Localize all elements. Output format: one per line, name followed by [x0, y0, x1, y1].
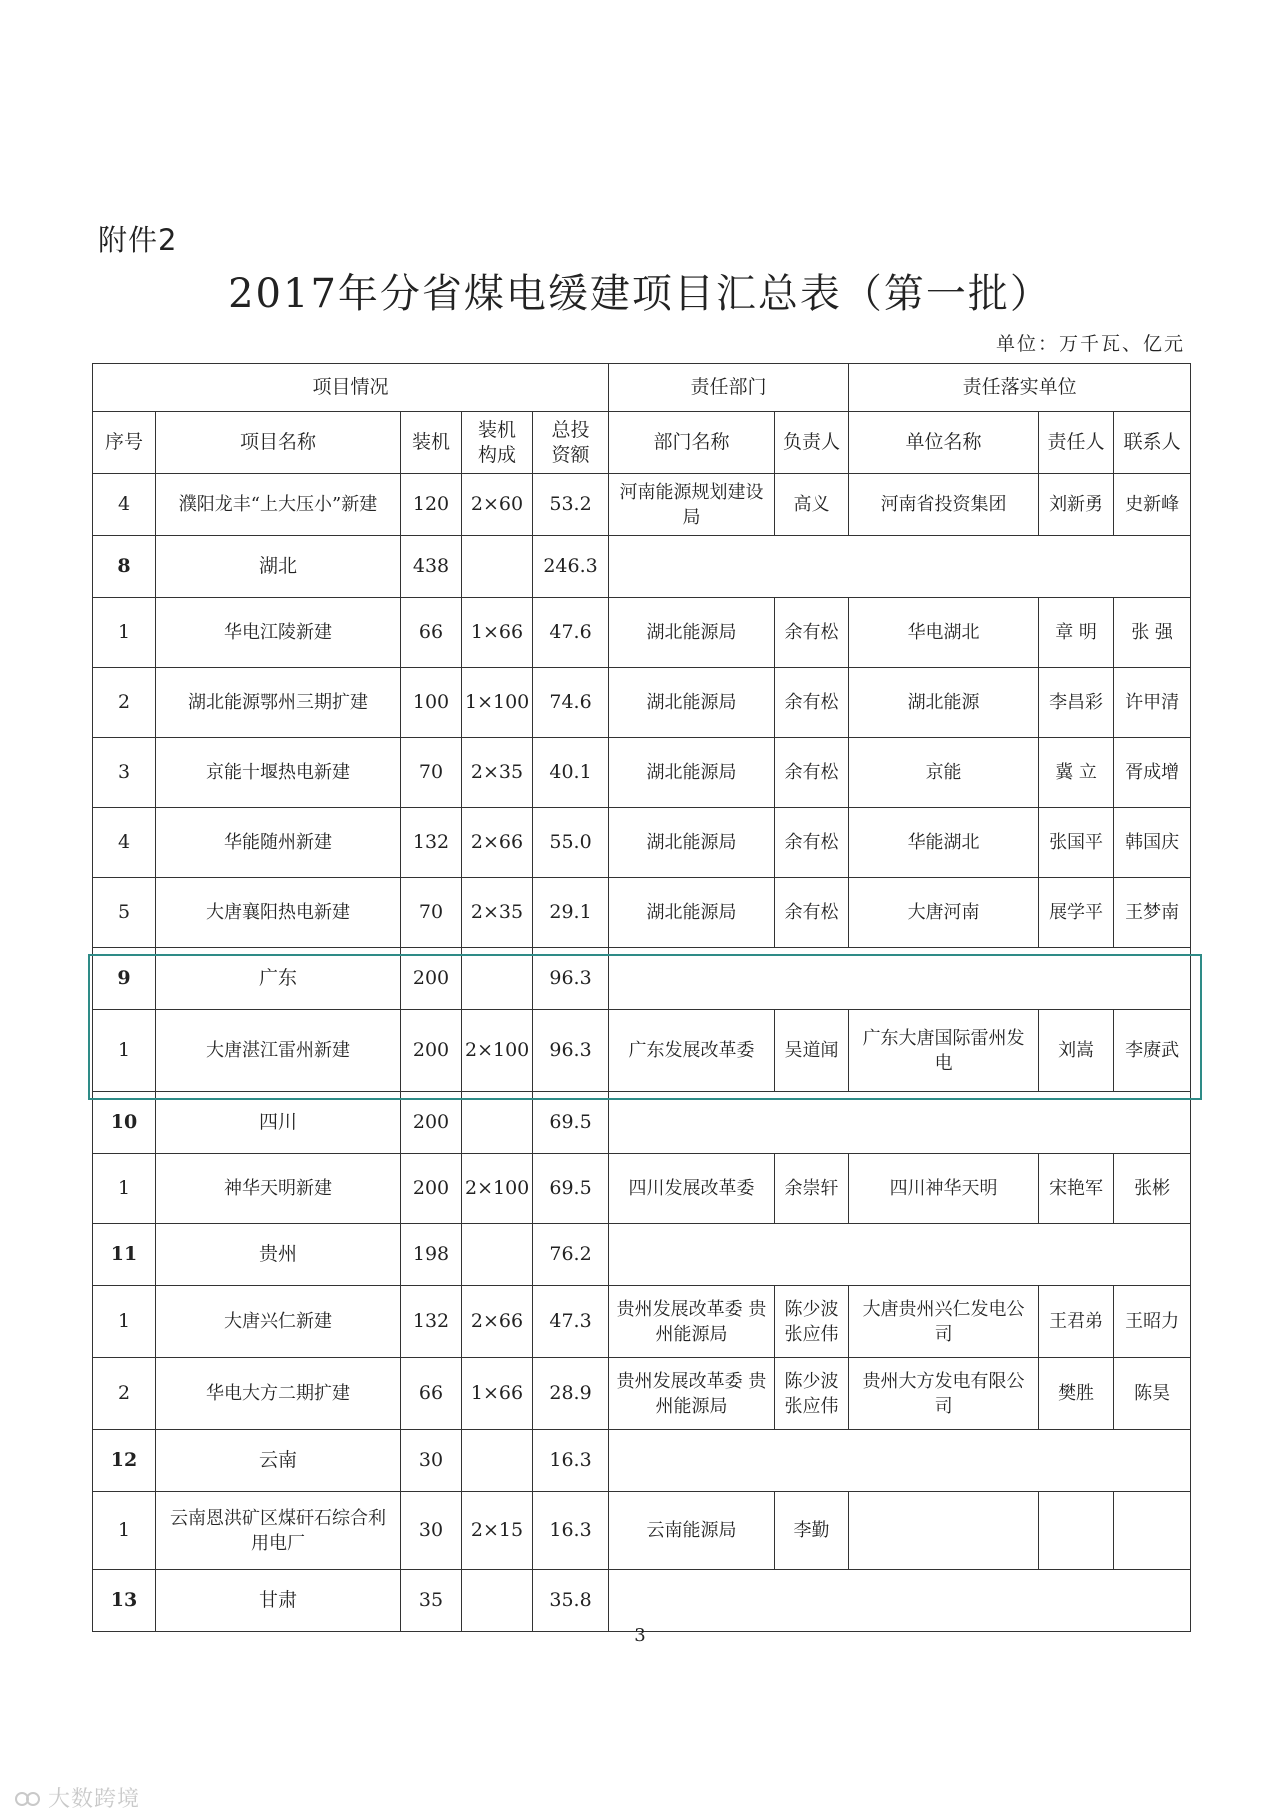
row-dept-name: 湖北能源局: [609, 738, 775, 808]
row-config: 2×60: [462, 474, 533, 536]
row-unit-head: 刘嵩: [1039, 1010, 1114, 1092]
row-unit-head: 章 明: [1039, 598, 1114, 668]
row-project-name: 湖北能源鄂州三期扩建: [156, 668, 401, 738]
row-dept-name: 湖北能源局: [609, 878, 775, 948]
row-dept-name: 湖北能源局: [609, 808, 775, 878]
row-dept-head: 余有松: [775, 878, 849, 948]
row-unit-name: 华电湖北: [849, 598, 1039, 668]
row-unit-name: 华能湖北: [849, 808, 1039, 878]
table-column-header-row: [93, 412, 1191, 474]
row-province-name: 贵州: [156, 1224, 401, 1286]
row-dept-head: 余有松: [775, 668, 849, 738]
group-header-implementing-unit: 责任落实单位: [849, 364, 1191, 412]
row-config: 1×66: [462, 598, 533, 668]
row-dept-head: 李勤: [775, 1492, 849, 1570]
province-row: [93, 536, 1191, 598]
row-seq: 11: [93, 1224, 156, 1286]
row-unit-name: 湖北能源: [849, 668, 1039, 738]
row-seq: 10: [93, 1092, 156, 1154]
row-investment: 69.5: [533, 1154, 609, 1224]
project-row: [93, 1154, 1191, 1224]
row-seq: 8: [93, 536, 156, 598]
row-config: [462, 1430, 533, 1492]
row-capacity: 200: [401, 1010, 462, 1092]
row-dept-head: 吴道闻: [775, 1010, 849, 1092]
row-config: [462, 1092, 533, 1154]
row-dept-head: 余有松: [775, 738, 849, 808]
row-investment: 74.6: [533, 668, 609, 738]
row-capacity: 200: [401, 1154, 462, 1224]
row-capacity: 100: [401, 668, 462, 738]
province-row: [93, 1570, 1191, 1632]
row-seq: 1: [93, 1010, 156, 1092]
row-capacity: 132: [401, 808, 462, 878]
row-dept-name: 湖北能源局: [609, 598, 775, 668]
row-unit-name: 贵州大方发电有限公司: [849, 1358, 1039, 1430]
project-row: [93, 738, 1191, 808]
row-seq: 9: [93, 948, 156, 1010]
row-seq: 4: [93, 808, 156, 878]
column-header-project-name: 项目名称: [156, 412, 401, 474]
province-row: [93, 1092, 1191, 1154]
row-seq: 1: [93, 598, 156, 668]
row-blank: [609, 948, 1191, 1010]
row-capacity: 438: [401, 536, 462, 598]
row-capacity: 132: [401, 1286, 462, 1358]
row-province-name: 四川: [156, 1092, 401, 1154]
row-unit-head: 樊胜: [1039, 1358, 1114, 1430]
row-province-name: 云南: [156, 1430, 401, 1492]
row-project-name: 大唐湛江雷州新建: [156, 1010, 401, 1092]
row-contact: [1114, 1492, 1191, 1570]
column-header-investment: 总投资额: [533, 412, 609, 474]
row-seq: 2: [93, 1358, 156, 1430]
row-investment: 76.2: [533, 1224, 609, 1286]
project-row: [93, 1286, 1191, 1358]
summary-table: [92, 363, 1191, 1632]
row-config: 2×100: [462, 1154, 533, 1224]
row-seq: 4: [93, 474, 156, 536]
row-dept-name: 贵州发展改革委 贵州能源局: [609, 1286, 775, 1358]
row-seq: 2: [93, 668, 156, 738]
row-config: [462, 1224, 533, 1286]
row-capacity: 66: [401, 1358, 462, 1430]
row-capacity: 66: [401, 598, 462, 668]
row-config: 2×35: [462, 878, 533, 948]
row-blank: [609, 536, 1191, 598]
row-unit-name: 广东大唐国际雷州发电: [849, 1010, 1039, 1092]
row-seq: 5: [93, 878, 156, 948]
column-header-config: 装机构成: [462, 412, 533, 474]
row-seq: 1: [93, 1286, 156, 1358]
row-contact: 张彬: [1114, 1154, 1191, 1224]
row-unit-name: [849, 1492, 1039, 1570]
row-config: [462, 536, 533, 598]
row-unit-head: [1039, 1492, 1114, 1570]
row-seq: 3: [93, 738, 156, 808]
row-investment: 55.0: [533, 808, 609, 878]
row-project-name: 大唐兴仁新建: [156, 1286, 401, 1358]
column-header-unit-name: 单位名称: [849, 412, 1039, 474]
column-header-dept-name: 部门名称: [609, 412, 775, 474]
row-investment: 246.3: [533, 536, 609, 598]
row-config: [462, 1570, 533, 1632]
row-capacity: 200: [401, 1092, 462, 1154]
row-dept-head: 余有松: [775, 808, 849, 878]
row-project-name: 华能随州新建: [156, 808, 401, 878]
column-header-seq: 序号: [93, 412, 156, 474]
row-province-name: 甘肃: [156, 1570, 401, 1632]
row-capacity: 70: [401, 738, 462, 808]
table-group-header-row: [93, 364, 1191, 412]
row-project-name: 濮阳龙丰“上大压小”新建: [156, 474, 401, 536]
province-row: [93, 948, 1191, 1010]
project-row: [93, 1358, 1191, 1430]
unit-note: 单位：万千瓦、亿元: [995, 333, 1185, 355]
row-contact: 韩国庆: [1114, 808, 1191, 878]
watermark-logo-icon: [14, 1789, 42, 1809]
row-seq: 1: [93, 1492, 156, 1570]
row-blank: [609, 1570, 1191, 1632]
row-investment: 96.3: [533, 1010, 609, 1092]
row-unit-name: 大唐河南: [849, 878, 1039, 948]
row-config: 2×15: [462, 1492, 533, 1570]
row-unit-head: 王君弟: [1039, 1286, 1114, 1358]
attachment-label: 附件2: [98, 223, 178, 257]
row-unit-name: 大唐贵州兴仁发电公司: [849, 1286, 1039, 1358]
row-unit-name: 四川神华天明: [849, 1154, 1039, 1224]
row-contact: 许甲清: [1114, 668, 1191, 738]
row-project-name: 神华天明新建: [156, 1154, 401, 1224]
group-header-responsible-dept: 责任部门: [609, 364, 849, 412]
row-blank: [609, 1430, 1191, 1492]
row-project-name: 华电大方二期扩建: [156, 1358, 401, 1430]
row-dept-head: 高义: [775, 474, 849, 536]
row-project-name: 云南恩洪矿区煤矸石综合利用电厂: [156, 1492, 401, 1570]
row-investment: 35.8: [533, 1570, 609, 1632]
project-row: [93, 474, 1191, 536]
project-row: [93, 808, 1191, 878]
column-header-contact: 联系人: [1114, 412, 1191, 474]
row-dept-head: 余有松: [775, 598, 849, 668]
row-unit-name: 京能: [849, 738, 1039, 808]
row-dept-name: 湖北能源局: [609, 668, 775, 738]
row-seq: 12: [93, 1430, 156, 1492]
row-dept-head: 陈少波 张应伟: [775, 1358, 849, 1430]
row-investment: 28.9: [533, 1358, 609, 1430]
row-dept-name: 云南能源局: [609, 1492, 775, 1570]
row-investment: 16.3: [533, 1430, 609, 1492]
row-config: [462, 948, 533, 1010]
row-unit-head: 张国平: [1039, 808, 1114, 878]
row-project-name: 华电江陵新建: [156, 598, 401, 668]
row-config: 1×66: [462, 1358, 533, 1430]
row-blank: [609, 1092, 1191, 1154]
row-capacity: 70: [401, 878, 462, 948]
row-capacity: 198: [401, 1224, 462, 1286]
row-dept-head: 余崇轩: [775, 1154, 849, 1224]
page-title: 2017年分省煤电缓建项目汇总表（第一批）: [228, 271, 1052, 317]
row-unit-head: 冀 立: [1039, 738, 1114, 808]
row-unit-head: 李昌彩: [1039, 668, 1114, 738]
row-investment: 96.3: [533, 948, 609, 1010]
row-investment: 53.2: [533, 474, 609, 536]
row-contact: 史新峰: [1114, 474, 1191, 536]
row-contact: 王昭力: [1114, 1286, 1191, 1358]
row-project-name: 京能十堰热电新建: [156, 738, 401, 808]
row-investment: 47.3: [533, 1286, 609, 1358]
project-row: [93, 598, 1191, 668]
row-seq: 1: [93, 1154, 156, 1224]
group-header-project-info: 项目情况: [93, 364, 609, 412]
row-capacity: 30: [401, 1492, 462, 1570]
row-seq: 13: [93, 1570, 156, 1632]
province-row: [93, 1430, 1191, 1492]
row-contact: 胥成增: [1114, 738, 1191, 808]
row-dept-name: 河南能源规划建设局: [609, 474, 775, 536]
row-unit-head: 展学平: [1039, 878, 1114, 948]
row-dept-head: 陈少波 张应伟: [775, 1286, 849, 1358]
row-project-name: 大唐襄阳热电新建: [156, 878, 401, 948]
column-header-unit-head: 责任人: [1039, 412, 1114, 474]
row-unit-head: 宋艳军: [1039, 1154, 1114, 1224]
row-unit-name: 河南省投资集团: [849, 474, 1039, 536]
row-contact: 张 强: [1114, 598, 1191, 668]
row-contact: 李赓武: [1114, 1010, 1191, 1092]
row-unit-head: 刘新勇: [1039, 474, 1114, 536]
row-dept-name: 四川发展改革委: [609, 1154, 775, 1224]
row-config: 2×100: [462, 1010, 533, 1092]
row-investment: 16.3: [533, 1492, 609, 1570]
row-capacity: 120: [401, 474, 462, 536]
watermark-text: 大数跨境: [48, 1787, 141, 1812]
row-config: 2×66: [462, 808, 533, 878]
row-capacity: 200: [401, 948, 462, 1010]
row-capacity: 30: [401, 1430, 462, 1492]
province-row: [93, 1224, 1191, 1286]
row-config: 2×66: [462, 1286, 533, 1358]
row-capacity: 35: [401, 1570, 462, 1632]
row-dept-name: 广东发展改革委: [609, 1010, 775, 1092]
row-investment: 69.5: [533, 1092, 609, 1154]
row-contact: 王梦南: [1114, 878, 1191, 948]
row-province-name: 湖北: [156, 536, 401, 598]
row-investment: 47.6: [533, 598, 609, 668]
column-header-capacity: 装机: [401, 412, 462, 474]
row-config: 2×35: [462, 738, 533, 808]
row-config: 1×100: [462, 668, 533, 738]
page-number: 3: [634, 1625, 646, 1646]
project-row: [93, 1010, 1191, 1092]
row-dept-name: 贵州发展改革委 贵州能源局: [609, 1358, 775, 1430]
project-row: [93, 668, 1191, 738]
row-province-name: 广东: [156, 948, 401, 1010]
column-header-dept-head: 负责人: [775, 412, 849, 474]
project-row: [93, 1492, 1191, 1570]
row-investment: 40.1: [533, 738, 609, 808]
project-row: [93, 878, 1191, 948]
row-contact: 陈昊: [1114, 1358, 1191, 1430]
watermark: [14, 1782, 140, 1813]
row-blank: [609, 1224, 1191, 1286]
row-investment: 29.1: [533, 878, 609, 948]
